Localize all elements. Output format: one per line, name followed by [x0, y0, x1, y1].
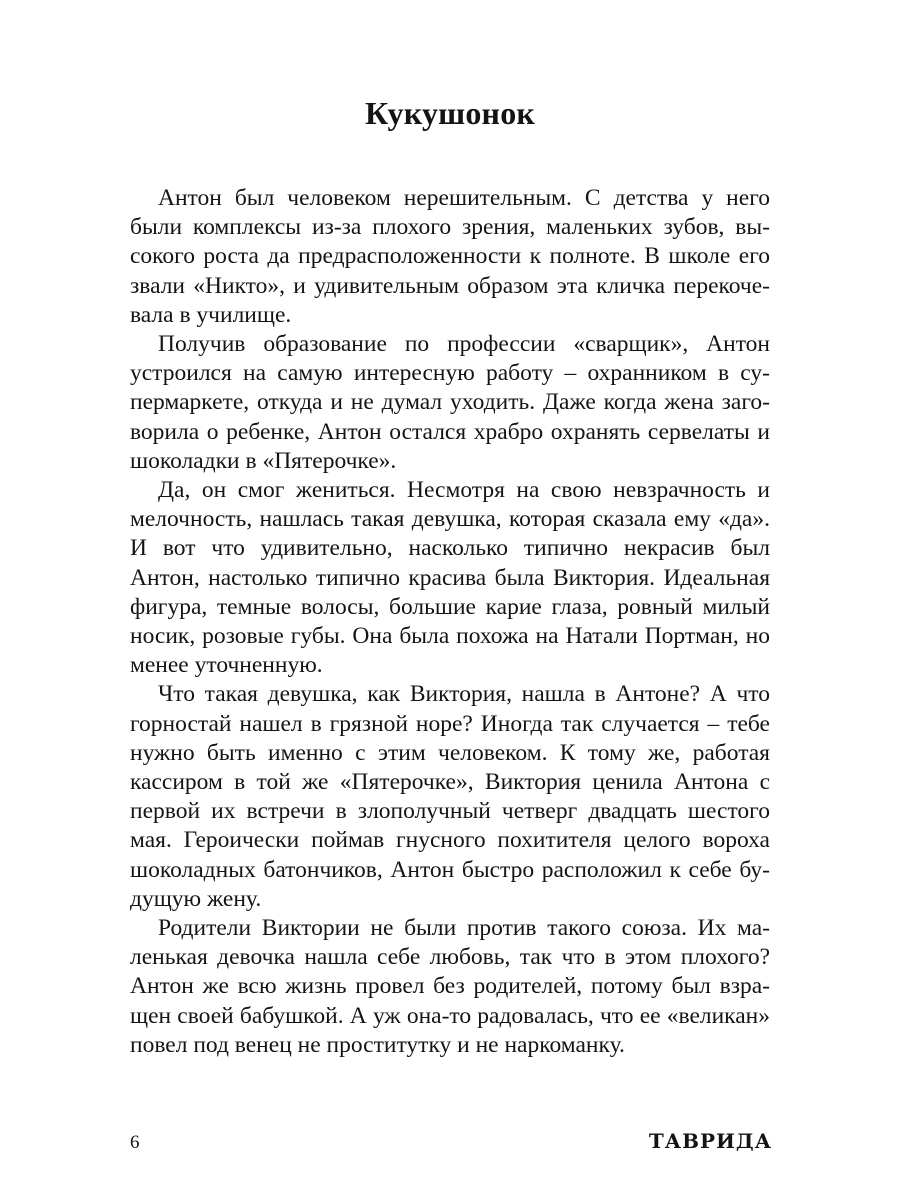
chapter-body — [130, 184, 770, 1060]
publisher-logo: ТАВРИДА — [648, 1129, 772, 1153]
paragraph: Родители Виктории не были против такого союза. Их маленькая девочка нашла себе любовь, так что в этом плохого? Антон же всю жизнь провел без родителей, потому был взращен своей бабушкой. А уж она-то радовалась, что ее «великан» повел под венец не проститутку и не наркоманку. — [130, 915, 770, 1058]
page-number: 6 — [130, 1132, 140, 1153]
paragraph: Получив образование по профессии «сварщик», Антон устроился на самую интересную работу – охранником в супермаркете, откуда и не думал уходить. Даже когда жена заговорила о ребенке, Антон остался храбро охранять сервелаты и шоколадки в «Пятерочке». — [130, 331, 770, 474]
chapter-title: Кукушонок — [364, 95, 536, 131]
paragraph: Антон был человеком нерешительным. С детства у него были комплексы из-за плохого зрения, маленьких зубов, высокого роста да предрасположенности к полноте. В школе его звали «Никто», и удивительным образом эта кличка перекочевала в училище. — [130, 185, 770, 328]
paragraph: Что такая девушка, как Виктория, нашла в Антоне? А что горностай нашел в грязной норе? Иногда так случается – тебе нужно быть именно с этим человеком. К тому же, работая кассиром в той же «Пятерочке», Виктория ценила Антона с первой их встречи в злополучный четверг двадцать шестого мая. Героически поймав гнусного похитителя целого вороха шоколадных батончиков, Антон быстро расположил к себе будущую жену. — [130, 681, 770, 912]
paragraph: Да, он смог жениться. Несмотря на свою невзрачность и мелочность, нашлась такая девушка, которая сказала ему «да». И вот что удивительно, насколько типично некрасив был Антон, настолько типично красива была Виктория. Идеальная фигура, темные волосы, большие карие глаза, ровный милый носик, розовые губы. Она была похожа на Натали Портман, но менее уточненную. — [130, 477, 770, 679]
